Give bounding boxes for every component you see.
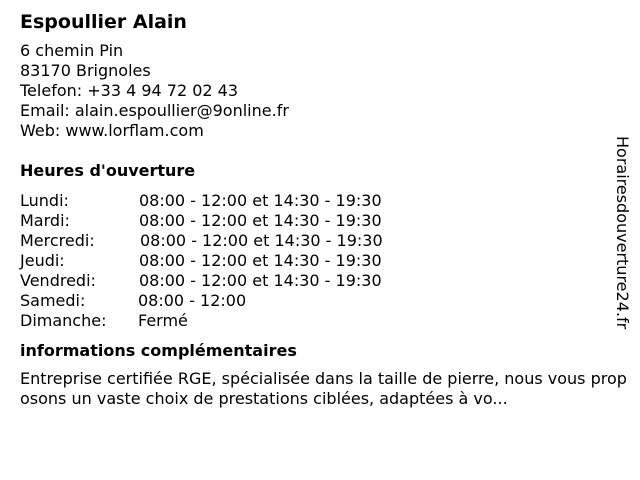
hours-row-tuesday (20, 211, 610, 231)
hours-row-sunday (20, 311, 610, 331)
day-hours: 08:00 - 12:00 et 14:30 - 19:30 (139, 251, 382, 270)
email-address: Email: alain.espoullier@9online.fr (20, 101, 289, 120)
day-label: Mardi: (20, 211, 70, 230)
additional-info-heading: informations complémentaires (20, 341, 297, 360)
business-name: Espoullier Alain (20, 11, 187, 33)
day-label: Vendredi: (20, 271, 96, 290)
hours-row-friday (20, 271, 610, 291)
day-hours: 08:00 - 12:00 et 14:30 - 19:30 (140, 231, 383, 250)
website-address: Web: www.lorflam.com (20, 121, 204, 140)
street-address: 6 chemin Pin (20, 41, 124, 60)
day-hours: Fermé (138, 311, 188, 330)
phone-number: Telefon: +33 4 94 72 02 43 (20, 81, 239, 100)
opening-hours-heading: Heures d'ouverture (20, 161, 196, 180)
additional-info-text: Entreprise certifiée RGE, spécialisée dans la taille de pierre, nous vous proposons un vaste choix de prestations ciblées, adaptées à vo... (20, 369, 627, 408)
hours-row-thursday (20, 251, 610, 271)
opening-hours-table (20, 191, 610, 331)
day-label: Dimanche: (20, 311, 107, 330)
postal-city: 83170 Brignoles (20, 61, 151, 80)
day-hours: 08:00 - 12:00 et 14:30 - 19:30 (139, 271, 382, 290)
day-hours: 08:00 - 12:00 et 14:30 - 19:30 (139, 211, 382, 230)
hours-row-monday (20, 191, 610, 211)
day-label: Samedi: (20, 291, 86, 310)
site-watermark: Horairesdouverture24.fr (613, 136, 632, 330)
hours-row-saturday (20, 291, 610, 311)
address-block (20, 41, 610, 141)
day-label: Mercredi: (20, 231, 95, 250)
day-hours: 08:00 - 12:00 et 14:30 - 19:30 (139, 191, 382, 210)
hours-row-wednesday (20, 231, 610, 251)
day-label: Jeudi: (20, 251, 65, 270)
day-label: Lundi: (20, 191, 69, 210)
day-hours: 08:00 - 12:00 (138, 291, 247, 310)
